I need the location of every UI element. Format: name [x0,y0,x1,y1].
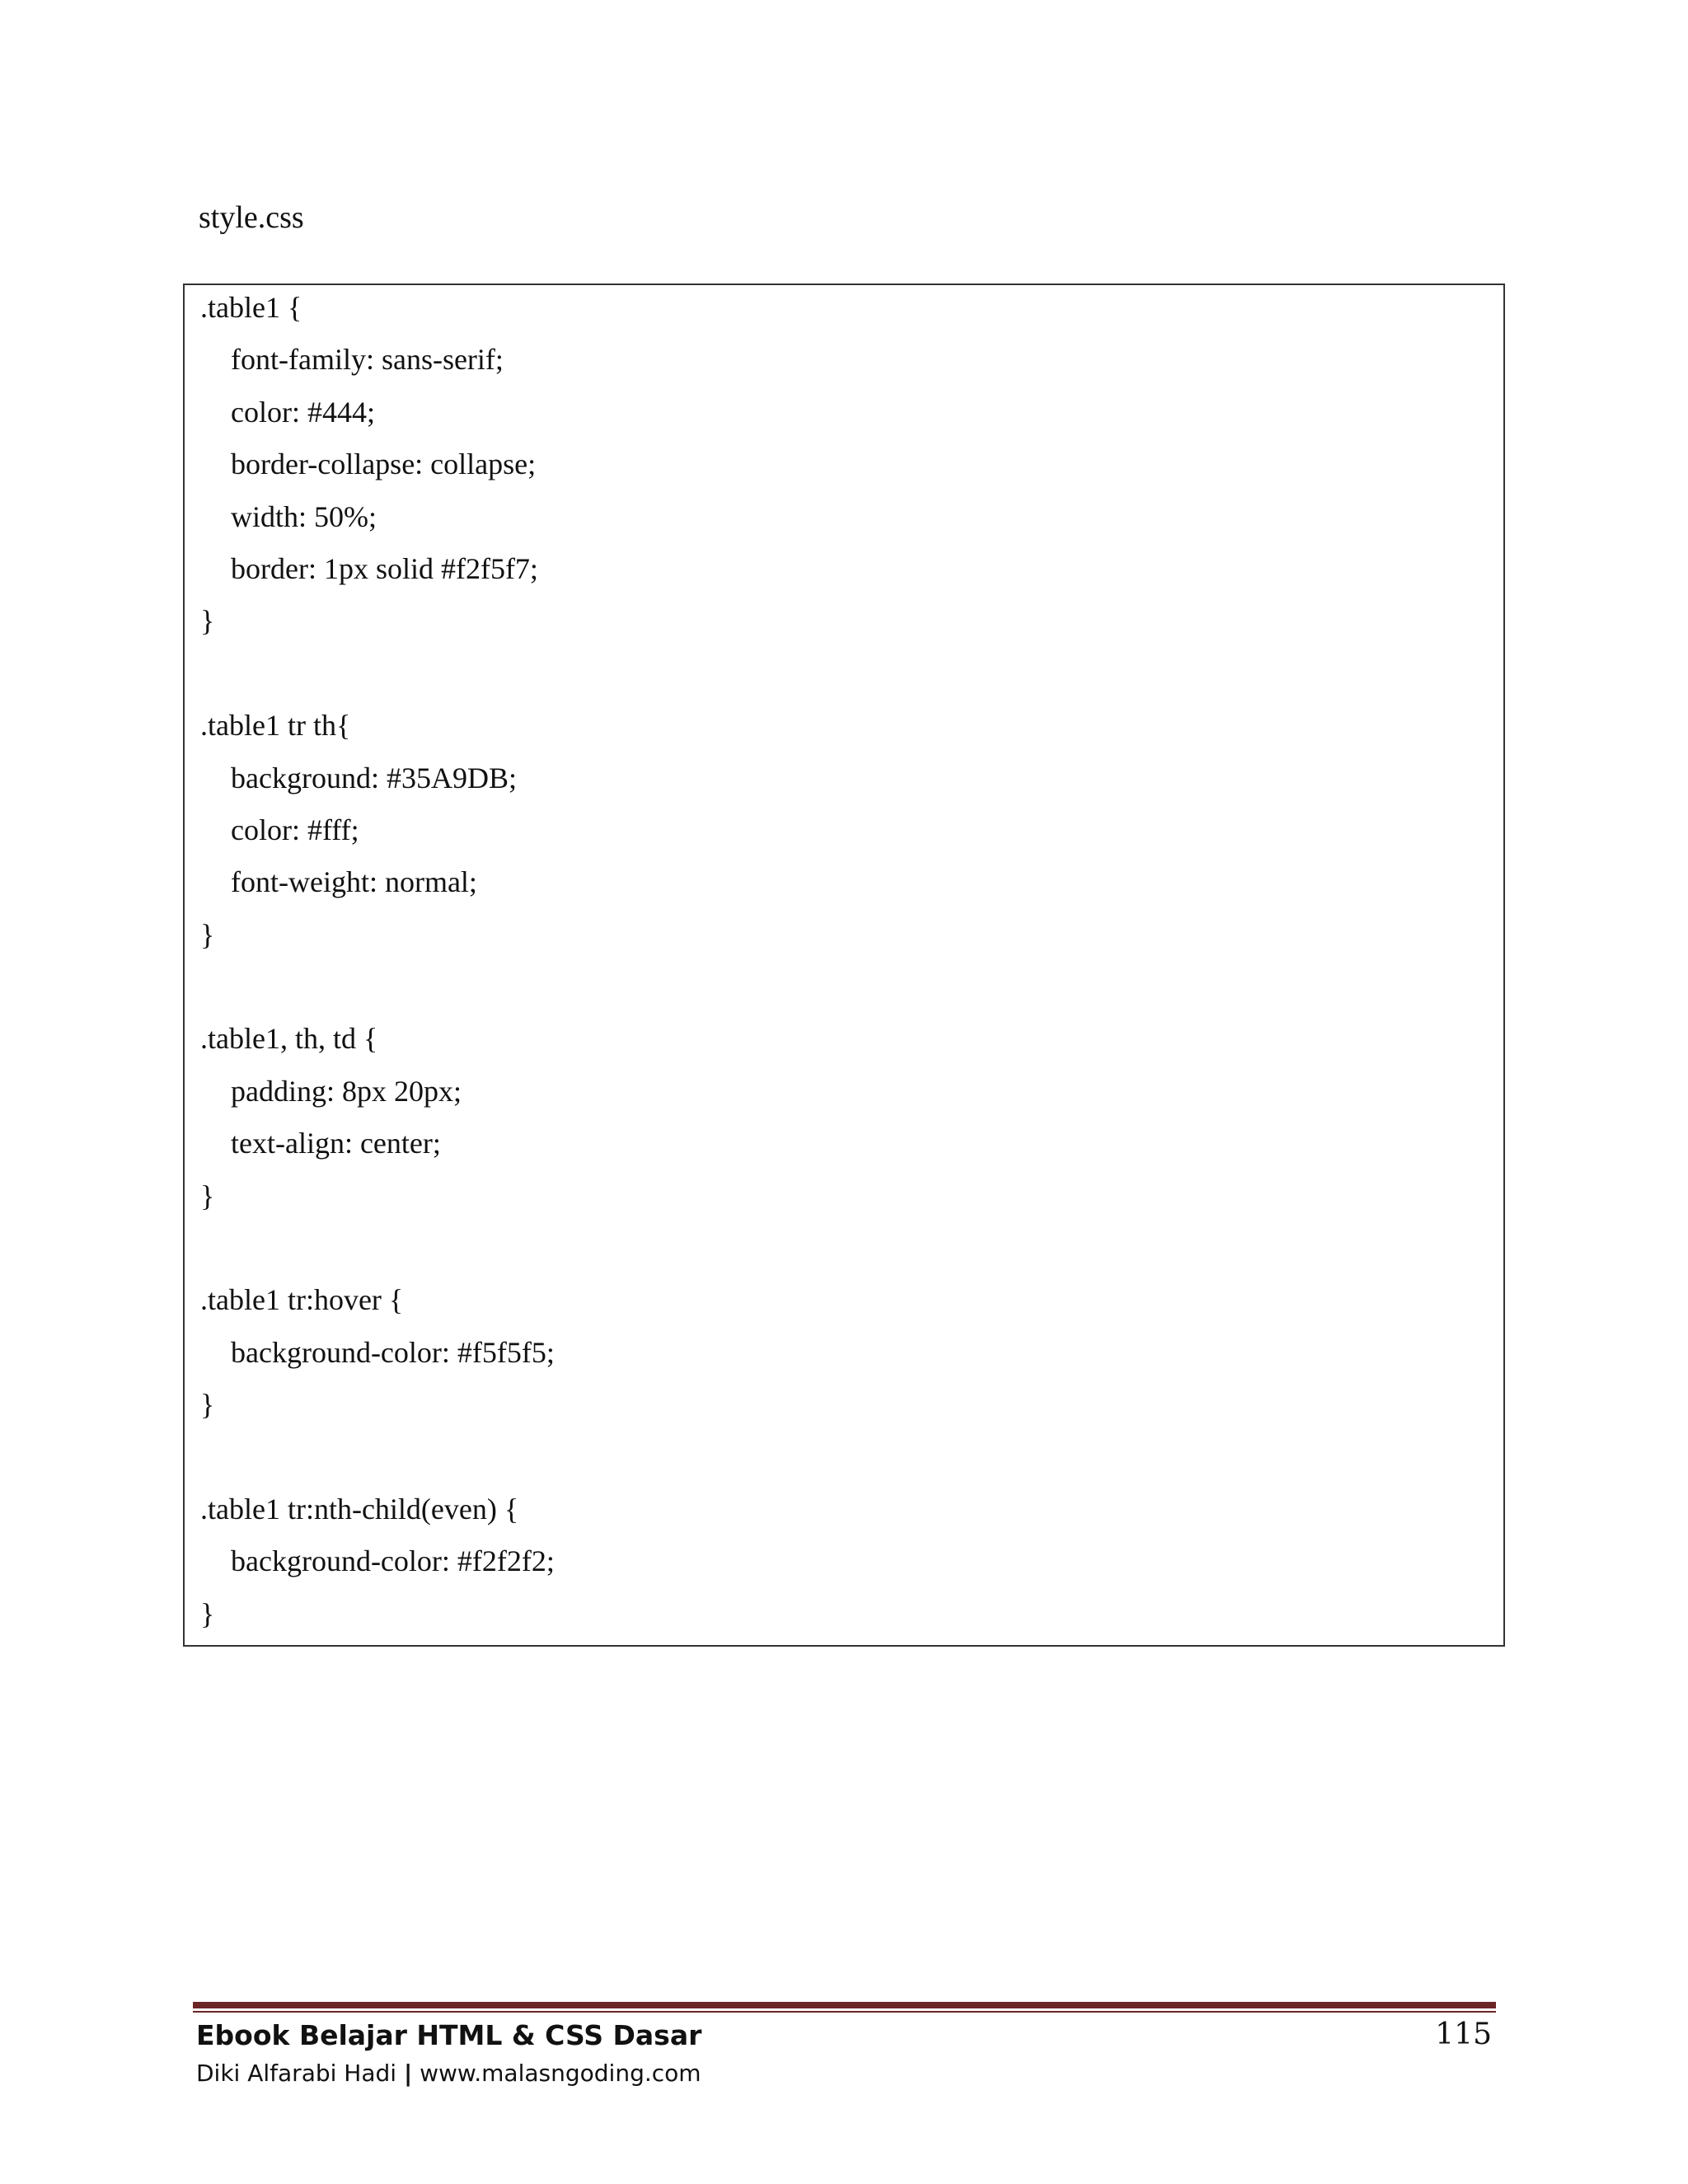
code-line: border: 1px solid #f2f5f7; [231,551,538,585]
footer-website: www.malasngoding.com [420,2060,701,2087]
footer-author: Diki Alfarabi Hadi [196,2060,397,2087]
code-line: background-color: #f5f5f5; [231,1335,555,1369]
code-line: .table1 tr th{ [200,709,351,743]
code-line: padding: 8px 20px; [231,1074,462,1108]
code-line: background-color: #f2f2f2; [231,1544,555,1578]
code-line-blank [200,651,1503,703]
code-block [183,284,1505,1647]
code-line: .table1 tr:hover { [200,1283,404,1317]
code-line: color: #fff; [231,813,359,846]
code-line: width: 50%; [231,499,377,533]
code-line: font-weight: normal; [231,865,477,899]
code-line: border-collapse: collapse; [231,448,537,481]
page-number: 115 [1435,2018,1492,2051]
code-line: text-align: center; [231,1127,441,1160]
footer-author-line [196,2058,701,2089]
code-line: font-family: sans-serif; [231,343,504,377]
code-line: .table1 { [200,291,302,324]
footer-book-title: Ebook Belajar HTML & CSS Dasar [196,2019,702,2051]
code-line-blank [200,1435,1503,1487]
code-line: } [200,604,215,638]
code-line: } [200,1388,215,1422]
code-line: } [200,917,215,951]
code-line: color: #444; [231,395,375,429]
code-line: .table1, th, td { [200,1022,378,1056]
footer-rule-thick [193,2002,1496,2008]
code-line: background: #35A9DB; [231,761,517,794]
file-name-label: style.css [199,200,304,235]
code-line-blank [200,1226,1503,1277]
code-line: .table1 tr:nth-child(even) { [200,1492,519,1526]
footer-rule [193,2002,1496,2013]
footer-separator: | [403,2060,413,2087]
code-line-blank [200,964,1503,1016]
code-line: } [200,1179,215,1212]
code-line: } [200,1596,215,1630]
footer-rule-thin [193,2011,1496,2013]
